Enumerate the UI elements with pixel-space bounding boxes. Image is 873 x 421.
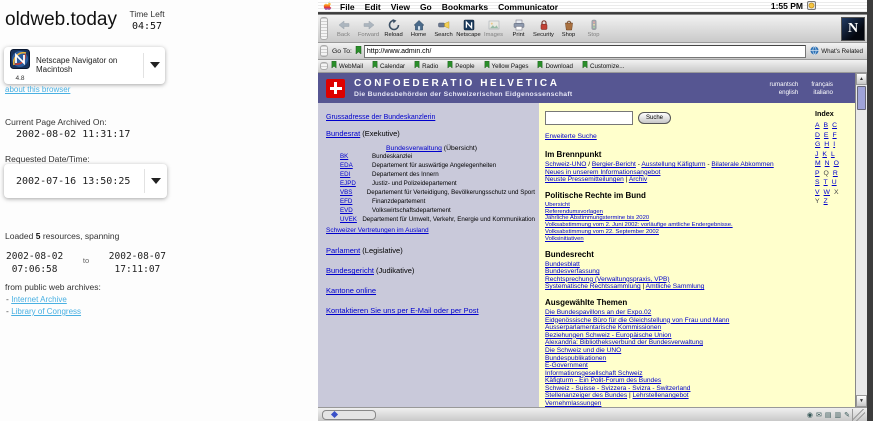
emulated-mac-screen	[318, 0, 873, 421]
security-lock-icon	[538, 19, 550, 31]
page-link[interactable]: Volksabstimmung vom 22. September 2002	[545, 228, 659, 235]
index-letter-Y: Y	[815, 198, 820, 205]
toolbar-button-forward	[356, 19, 381, 38]
page-link[interactable]: Informationsgesellschaft Schweiz	[545, 369, 643, 377]
page-link[interactable]: Stellenanzeiger des Bundes	[545, 392, 628, 400]
index-letter-P[interactable]: P	[815, 169, 820, 177]
shop-bag-icon	[563, 19, 575, 31]
search-icon	[438, 19, 450, 31]
stop-light-icon	[588, 19, 600, 31]
index-letter-I[interactable]: I	[833, 141, 836, 148]
index-row	[815, 121, 849, 131]
page-link[interactable]: Übersicht	[545, 201, 570, 208]
app-switcher-icon[interactable]	[807, 0, 816, 15]
department-description: Departement für auswärtige Angelegenheiten	[372, 162, 497, 170]
archive-item: - Library of Congress	[6, 306, 82, 316]
page-link[interactable]: Bundesrat	[326, 129, 361, 139]
reload-icon	[388, 19, 400, 31]
toolbar-button-label: Netscape	[456, 32, 481, 38]
department-description: Volkswirtschaftsdepartement	[372, 207, 451, 215]
library-of-congress-link[interactable]: Library of Congress	[11, 307, 82, 316]
menu-items	[340, 0, 568, 15]
oldweb-today-panel	[0, 0, 318, 421]
static-text: -	[635, 161, 642, 168]
page-link[interactable]: Bundesgericht	[326, 266, 374, 276]
bookmark-flag-icon	[372, 61, 378, 71]
department-description: Finanzdepartement	[372, 198, 426, 206]
personal-toolbar-download[interactable]	[537, 61, 573, 71]
page-link[interactable]: Neues in unserem Informationsangebot	[545, 168, 661, 176]
toolbar-button-label: Print	[512, 32, 525, 38]
page-link[interactable]: Schweiz-UNO	[545, 161, 587, 168]
personal-toolbar-label: WebMail	[339, 62, 363, 70]
toolbar-button-home[interactable]	[406, 19, 431, 38]
section-line	[545, 169, 817, 177]
bookmark-flag-icon	[484, 61, 490, 71]
index-label: Index	[815, 109, 834, 118]
personal-toolbar-webmail[interactable]	[331, 61, 363, 71]
section-line	[545, 161, 817, 169]
menu-communicator[interactable]: Communicator	[498, 2, 559, 12]
personal-toolbar-yellow-pages[interactable]	[484, 61, 529, 71]
navigator-wheel-icon[interactable]: ◉	[806, 411, 813, 419]
department-abbr-link[interactable]: EDA	[340, 162, 353, 170]
loaded-resources-line: Loaded 5 resources, spanning	[5, 231, 120, 241]
page-link[interactable]: Referendumsvorlagen	[545, 208, 603, 215]
page-link[interactable]: Die Bundespavillons an der Expo.02	[545, 308, 652, 316]
page-link[interactable]: Vernehmlassungen	[545, 400, 602, 407]
department-abbr-link[interactable]: VBS	[340, 189, 353, 197]
personal-toolbar-label: Download	[545, 62, 573, 70]
page-link[interactable]: Bundesverwaltung	[386, 145, 442, 153]
page-link[interactable]: Schweiz - Suisse - Svizzera - Svizra - Switzerland	[545, 384, 691, 392]
department-row	[326, 197, 535, 206]
mac-menubar	[318, 0, 867, 13]
section-line	[545, 283, 817, 291]
department-abbr-link[interactable]: EDI	[340, 171, 351, 179]
left-column-line	[326, 246, 535, 255]
index-letter-M[interactable]: M	[815, 160, 821, 167]
section-line	[545, 215, 817, 222]
bookmark-flag-icon[interactable]	[355, 42, 362, 60]
requested-datetime-dropdown[interactable]	[4, 164, 167, 198]
index-letter-W[interactable]: W	[823, 188, 830, 196]
toolbar-collapse-grip[interactable]	[320, 62, 328, 70]
browser-select-label: Netscape Navigator on Macintosh	[36, 55, 118, 74]
toolbar-button-label: Shop	[561, 32, 576, 38]
mailbox-icon[interactable]: ✉	[816, 411, 822, 419]
page-right-column	[539, 103, 855, 407]
section-im-brennpunkt	[545, 150, 817, 184]
newsgroups-icon[interactable]: ▤	[824, 411, 832, 419]
page-link[interactable]: Jährliche Abstimmungstermine bis 2020	[545, 215, 650, 222]
bookmark-flag-icon	[537, 61, 543, 71]
personal-toolbar-label: Yellow Pages	[491, 62, 529, 70]
toolbar-collapse-grip[interactable]	[320, 45, 328, 57]
index-letter-D[interactable]: D	[815, 131, 820, 139]
bookmark-flag-icon	[447, 61, 453, 71]
department-description: Bundeskanzlei	[372, 153, 413, 161]
personal-toolbar-people[interactable]	[447, 61, 474, 71]
left-column-line	[326, 114, 535, 122]
static-text: (Übersicht)	[441, 145, 478, 153]
section-line	[545, 324, 817, 332]
section-line	[545, 377, 817, 385]
page-link[interactable]: Rechtsprechung (Verwaltungspraxis, VPB)	[545, 275, 670, 283]
time-left-label: Time Left	[129, 9, 165, 19]
apple-logo-icon[interactable]	[323, 1, 332, 12]
composer-pencil-icon[interactable]: ✎	[844, 411, 850, 419]
department-abbr-link[interactable]: EVD	[340, 207, 353, 215]
static-text: |	[627, 392, 633, 400]
section-heading: Ausgewählte Themen	[545, 297, 628, 307]
department-description: Departement des Innern	[372, 171, 439, 179]
index-row	[815, 169, 849, 179]
page-link[interactable]: Schweizer Vertretungen im Ausland	[326, 227, 429, 235]
archives-label: from public web archives:	[5, 282, 101, 292]
left-column-line	[326, 129, 535, 138]
goto-label: Go To:	[332, 47, 352, 55]
netscape-site-icon	[463, 19, 475, 31]
netscape-window	[318, 14, 867, 421]
personal-toolbar-calendar[interactable]	[372, 61, 405, 71]
index-row	[815, 197, 849, 207]
menu-edit[interactable]: Edit	[364, 2, 381, 12]
progress-indicator	[322, 410, 376, 420]
index-row	[815, 159, 849, 169]
section-line	[545, 276, 817, 284]
requested-datetime-label: Requested Date/Time:	[5, 154, 90, 164]
time-left	[126, 9, 168, 32]
index-letter-A[interactable]: A	[815, 122, 820, 129]
chevron-down-icon	[151, 178, 161, 184]
section-line	[545, 317, 817, 325]
department-header	[386, 145, 535, 152]
page-header	[318, 73, 855, 103]
menu-view[interactable]: View	[390, 2, 410, 12]
static-text: (Legislative)	[360, 246, 403, 256]
swiss-flag-icon	[326, 79, 345, 98]
toolbar-buttons	[331, 19, 606, 38]
images-icon	[488, 19, 500, 31]
section-bundesrecht	[545, 250, 817, 291]
index-letter-S[interactable]: S	[815, 179, 820, 186]
department-row	[326, 179, 535, 188]
menu-file[interactable]: File	[340, 2, 355, 12]
page-link[interactable]: Beziehungen Schweiz - Europäische Union	[545, 331, 672, 339]
toolbar-button-label: Home	[410, 32, 427, 38]
index-row	[815, 178, 849, 188]
bookmark-flag-icon	[582, 61, 588, 71]
toolbar-button-label: Reload	[384, 32, 403, 38]
menu-bookmarks[interactable]: Bookmarks	[441, 2, 489, 12]
toolbar-button-back	[331, 19, 356, 38]
section-line	[545, 229, 817, 236]
department-row	[326, 170, 535, 179]
toolbar-button-label: Security	[533, 32, 554, 38]
section-line	[545, 202, 817, 209]
department-description: Justiz- und Polizeidepartement	[372, 180, 457, 188]
bookmark-flag-icon	[331, 61, 337, 71]
index-letter-N[interactable]: N	[824, 160, 830, 167]
static-text: |	[640, 283, 646, 291]
language-link-english[interactable]: english	[778, 88, 799, 96]
static-text: /	[586, 161, 592, 168]
section-line	[545, 385, 817, 393]
print-icon	[513, 19, 525, 31]
left-column-line	[326, 227, 535, 235]
section-line	[545, 236, 817, 243]
alphabet-index	[815, 109, 849, 207]
page-link[interactable]: Lehrstellenangebot	[632, 392, 689, 400]
section-line	[545, 309, 817, 317]
page-link[interactable]: Amtliche Sammlung	[645, 283, 705, 291]
index-letter-B[interactable]: B	[823, 122, 829, 129]
advanced-search-link[interactable]: Erweiterte Suche	[545, 133, 597, 140]
personal-toolbar-label: People	[455, 62, 475, 70]
browser-content	[318, 73, 867, 407]
menubar-clock: 1:55 PM	[770, 1, 803, 11]
toolbar-button-print[interactable]	[506, 19, 531, 38]
page-link[interactable]: Ausstellung Käfigturm	[641, 161, 706, 168]
resource-span	[6, 250, 166, 276]
browser-select-dropdown[interactable]	[4, 47, 165, 84]
page-link[interactable]: Kantone online	[326, 286, 377, 296]
page-link[interactable]: Bundesblatt	[545, 260, 580, 268]
section-line	[545, 176, 817, 184]
page-body	[318, 103, 855, 407]
page-link[interactable]: Alexandria: Bibliotheksverbund der Bundesverwaltung	[545, 339, 703, 347]
department-row	[326, 206, 535, 215]
section-line	[545, 347, 817, 355]
toolbar-collapse-grip[interactable]	[320, 17, 328, 40]
language-link-franais[interactable]: français	[811, 80, 833, 88]
search-row	[545, 111, 849, 125]
index-row	[815, 140, 849, 150]
index-rows	[815, 121, 849, 207]
component-bar	[807, 411, 850, 419]
toolbar-button-label: Back	[337, 32, 350, 38]
page-sections	[545, 150, 817, 407]
back-arrow-icon	[338, 19, 350, 31]
left-column-line	[326, 286, 535, 295]
department-description: Departement für Verteidigung, Bevölkerungsschutz und Sport	[366, 189, 535, 197]
section-politische-rechte-im-bund	[545, 191, 817, 243]
index-letter-K[interactable]: K	[822, 150, 827, 158]
address-book-icon[interactable]: ▥	[834, 411, 842, 419]
page-link[interactable]: Grussadresse der Bundeskanzlerin	[326, 114, 436, 121]
internet-archive-link[interactable]: Internet Archive	[11, 295, 67, 304]
personal-toolbar-customize-[interactable]	[582, 61, 624, 71]
section-line	[545, 332, 817, 340]
toolbar-button-netscape[interactable]	[456, 19, 481, 38]
department-row	[326, 215, 535, 224]
location-toolbar	[318, 43, 867, 60]
index-letter-L[interactable]: L	[830, 150, 835, 158]
chevron-down-icon	[150, 62, 160, 68]
index-letter-F[interactable]: F	[832, 131, 837, 139]
toolbar-button-shop[interactable]	[556, 19, 581, 38]
department-row	[326, 161, 535, 170]
department-abbr-link[interactable]: BK	[340, 153, 349, 161]
personal-toolbar-label: Customize...	[590, 62, 625, 70]
section-line	[545, 362, 817, 370]
language-link-rumantsch[interactable]: rumantsch	[769, 80, 799, 88]
section-line	[545, 339, 817, 347]
about-browser-link[interactable]: about this browser	[5, 85, 71, 94]
scrollbar-thumb[interactable]	[857, 86, 866, 110]
language-link-italiano[interactable]: italiano	[813, 88, 833, 96]
index-letter-R[interactable]: R	[832, 169, 838, 177]
section-line	[545, 355, 817, 363]
page-title: CONFOEDERATIO HELVETICA	[354, 78, 560, 89]
index-letter-U[interactable]: U	[831, 179, 837, 186]
index-row	[815, 188, 849, 198]
department-row	[326, 152, 535, 161]
archive-item: - Internet Archive	[6, 294, 67, 304]
toolbar-button-label: Stop	[587, 32, 600, 38]
page-link[interactable]: Die Schweiz und die UNO	[545, 346, 622, 354]
left-column-line	[326, 266, 535, 275]
page-link[interactable]: Neuste Pressemitteilungen	[545, 176, 624, 184]
department-row	[326, 188, 535, 197]
index-letter-C[interactable]: C	[832, 122, 838, 129]
span-to-label: to	[82, 256, 90, 265]
time-left-value: 04:57	[131, 21, 163, 32]
index-letter-T[interactable]: T	[823, 179, 828, 186]
toolbar-button-search[interactable]	[431, 19, 456, 38]
netscape-throbber-logo[interactable]: N	[841, 17, 865, 41]
section-line	[545, 261, 817, 269]
page-link[interactable]: Bergier-Bericht	[591, 161, 636, 168]
toolbar-button-reload[interactable]	[381, 19, 406, 38]
personal-toolbar-items	[331, 61, 633, 71]
page-left-column	[318, 103, 539, 407]
personal-toolbar-label: Radio	[422, 62, 439, 70]
page-link[interactable]: Parlament	[326, 246, 361, 256]
requested-datetime-value: 2002-07-16 13:50:25	[16, 175, 131, 187]
scroll-down-arrow[interactable]: ▼	[856, 395, 867, 407]
search-input[interactable]	[545, 111, 633, 125]
section-heading: Bundesrecht	[545, 249, 594, 259]
page-link[interactable]: Archiv	[628, 176, 648, 184]
index-letter-X: X	[833, 188, 839, 196]
department-abbr-link[interactable]: EFD	[340, 198, 353, 206]
page-link[interactable]: E-Government	[545, 362, 588, 370]
static-text: -	[705, 161, 712, 168]
index-row	[815, 150, 849, 160]
globe-icon	[810, 46, 819, 57]
toolbar-button-label: Images	[483, 32, 503, 38]
static-text: (Exekutive)	[360, 129, 400, 139]
section-line	[545, 392, 817, 400]
page-link[interactable]: Käfigturm - Ein Polit-Forum des Bundes	[545, 377, 662, 385]
index-letter-Q: Q	[823, 169, 829, 177]
admin-ch-page	[318, 73, 855, 407]
scroll-up-arrow[interactable]: ▲	[856, 73, 867, 85]
page-link[interactable]: Bundespublikationen	[545, 354, 607, 362]
netscape-app-icon	[10, 49, 30, 74]
section-line	[545, 370, 817, 378]
page-link[interactable]: Eidgenössische Büro für die Gleichstellung von Frau und Mann	[545, 316, 730, 324]
search-button[interactable]: Suche	[638, 112, 671, 124]
static-text: |	[623, 176, 629, 184]
menu-go[interactable]: Go	[419, 2, 432, 12]
span-start: 2002-08-02 07:06:58	[6, 251, 64, 275]
toolbar-button-security[interactable]	[531, 19, 556, 38]
index-letter-J[interactable]: J	[815, 150, 819, 158]
section-heading: Im Brennpunkt	[545, 150, 602, 159]
department-abbr-link[interactable]: EJPD	[340, 180, 356, 188]
home-icon	[413, 19, 425, 31]
index-letter-H[interactable]: H	[824, 141, 830, 148]
toolbar-button-label: Search	[434, 32, 453, 38]
page-link[interactable]: Volksabstimmung vom 2. Juni 2002: vorläufige amtliche Endergebnisse.	[545, 222, 733, 229]
section-line	[545, 400, 817, 407]
index-letter-Z[interactable]: Z	[823, 198, 828, 205]
progress-knob-icon	[331, 411, 338, 418]
page-link[interactable]: Bilaterale Abkommen	[711, 161, 774, 168]
toolbar-button-images	[481, 19, 506, 38]
personal-toolbar	[318, 60, 867, 73]
toolbar-button-label: Forward	[357, 32, 380, 38]
window-resize-grip[interactable]	[852, 409, 865, 421]
section-line	[545, 222, 817, 229]
section-ausgewählte-themen	[545, 298, 817, 407]
scrollbar-track[interactable]	[856, 111, 867, 395]
language-links	[769, 81, 833, 96]
static-text: (Judikative)	[373, 266, 415, 276]
index-letter-O[interactable]: O	[833, 160, 839, 167]
page-link[interactable]: Ausserparlamentarische Kommissionen	[545, 324, 662, 332]
forward-arrow-icon	[363, 19, 375, 31]
index-letter-E[interactable]: E	[823, 131, 829, 139]
page-link[interactable]: Volksinitiativen	[545, 235, 584, 242]
section-line	[545, 209, 817, 216]
whats-related-button[interactable]: What's Related	[810, 46, 863, 57]
page-link[interactable]: Bundesverfassung	[545, 268, 600, 276]
index-row	[815, 131, 849, 141]
archived-on-label: Current Page Archived On:	[5, 117, 107, 127]
status-bar	[318, 407, 867, 421]
url-input[interactable]	[364, 45, 806, 58]
navigation-toolbar	[318, 15, 867, 43]
page-link[interactable]: Systematische Rechtssammlung	[545, 283, 641, 291]
department-abbr-link[interactable]: UVEK	[340, 216, 357, 224]
browser-version: 4.8	[15, 75, 25, 82]
index-letter-G[interactable]: G	[815, 141, 821, 148]
site-title: oldweb.today	[5, 9, 117, 30]
section-line	[545, 268, 817, 276]
archived-on-value: 2002-08-02 11:31:17	[16, 129, 131, 140]
index-letter-V[interactable]: V	[815, 188, 820, 196]
section-heading: Politische Rechte im Bund	[545, 190, 646, 200]
resource-count: 5	[35, 231, 41, 241]
left-column-line	[326, 306, 535, 315]
span-end: 2002-08-07 17:11:07	[108, 251, 166, 275]
department-description: Departement für Umwelt, Verkehr, Energie und Kommunikation	[362, 216, 535, 224]
page-subtitle: Die Bundesbehörden der Schweizerischen Eidgenossenschaft	[354, 91, 573, 98]
vertical-scrollbar[interactable]	[855, 73, 867, 407]
personal-toolbar-radio[interactable]	[414, 61, 438, 71]
bookmark-flag-icon	[414, 61, 420, 71]
page-link[interactable]: Kontaktieren Sie uns per E-Mail oder per Post	[326, 306, 479, 316]
toolbar-button-stop	[581, 19, 606, 38]
personal-toolbar-label: Calendar	[379, 62, 406, 70]
